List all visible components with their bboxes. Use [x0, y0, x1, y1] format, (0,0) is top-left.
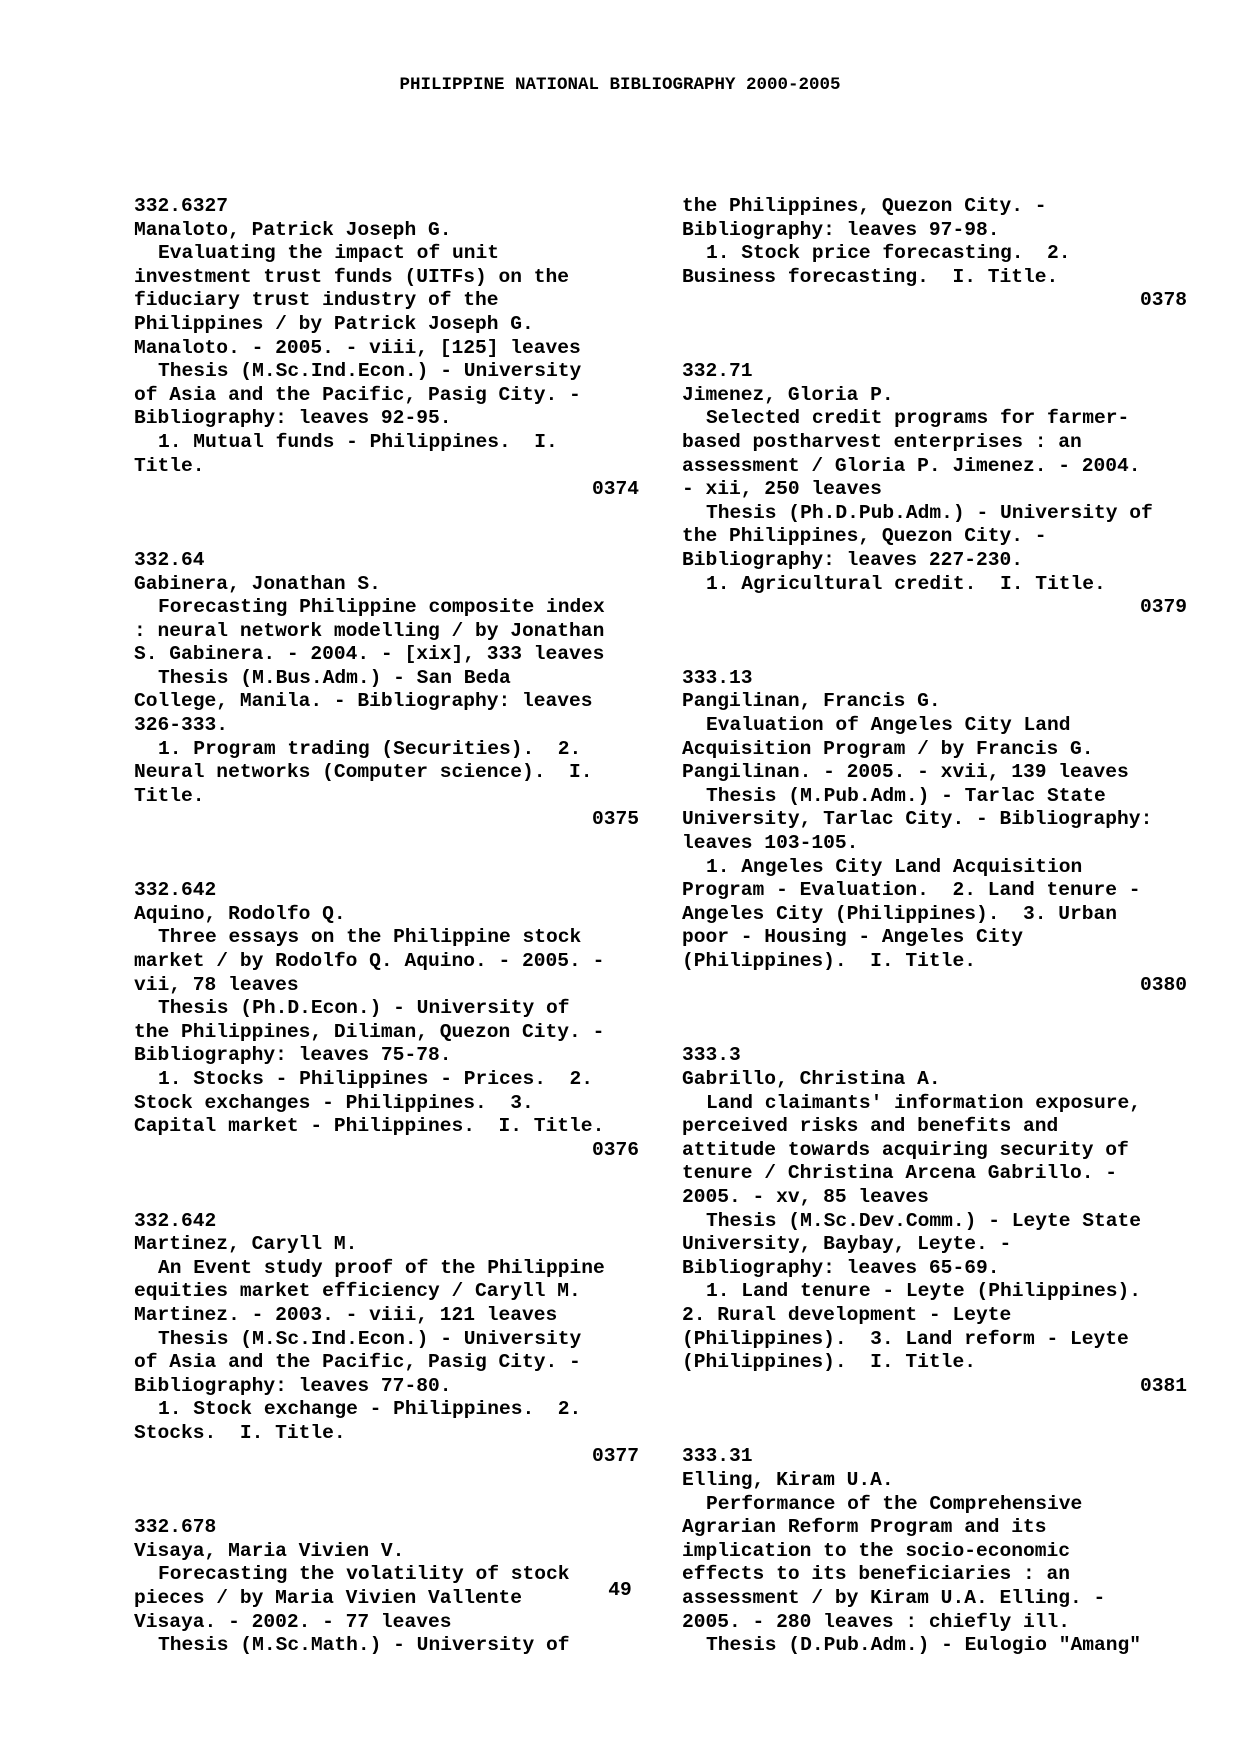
entry-text-line: Visaya. - 2002. - 77 leaves — [134, 1610, 452, 1633]
bibliography-entry — [134, 195, 639, 502]
entry-text-line: Thesis (M.Bus.Adm.) - San Beda — [158, 666, 511, 689]
entry-text-line: S. Gabinera. - 2004. - [xix], 333 leaves — [134, 643, 605, 666]
entry-number: 0375 — [591, 808, 639, 831]
bibliography-entry — [682, 1044, 1187, 1398]
entry-text-line: 1. Mutual funds - Philippines. I. — [158, 430, 558, 453]
entry-text-line: 2. Rural development - Leyte — [682, 1303, 1012, 1326]
entry-separator — [134, 1469, 639, 1516]
entry-text-line: (Philippines). I. Title. — [682, 1351, 976, 1374]
entry-text-line: 1. Stock price forecasting. 2. — [706, 242, 1071, 265]
entry-text-line: 1. Angeles City Land Acquisition — [706, 855, 1083, 878]
entry-text-line: the Philippines, Diliman, Quezon City. - — [134, 1020, 605, 1043]
bibliography-entry — [134, 1210, 639, 1470]
entry-text-line: Neural networks (Computer science). I. — [134, 761, 593, 784]
entry-text-line: Business forecasting. I. Title. — [682, 265, 1059, 288]
entry-text-line: Elling, Kiram U.A. — [682, 1469, 894, 1492]
entry-text-line: Manaloto, Patrick Joseph G. — [134, 218, 452, 241]
entry-text-line: - xii, 250 leaves — [682, 478, 882, 501]
entry-text-line: Acquisition Program / by Francis G. — [682, 737, 1094, 760]
entry-separator — [682, 997, 1187, 1044]
entry-text-line: Bibliography: leaves 65-69. — [682, 1256, 1000, 1279]
entry-separator — [682, 313, 1187, 360]
entry-text-line: Bibliography: leaves 77-80. — [134, 1374, 452, 1397]
bibliography-entry — [682, 667, 1187, 997]
entry-text-line: Thesis (M.Sc.Ind.Econ.) - University — [158, 1327, 582, 1350]
entry-text-line: Evaluation of Angeles City Land — [706, 714, 1071, 737]
entry-text-line: the Philippines, Quezon City. - — [682, 195, 1047, 217]
entry-separator — [134, 832, 639, 879]
entry-separator — [682, 1398, 1187, 1445]
call-number: 332.64 — [134, 548, 205, 571]
entry-text-line: poor - Housing - Angeles City — [682, 926, 1023, 949]
entry-text-line: Performance of the Comprehensive — [706, 1492, 1083, 1515]
entry-text-line: Gabrillo, Christina A. — [682, 1067, 941, 1090]
entry-text-line: Forecasting Philippine composite index — [158, 596, 605, 619]
entry-text-line: assessment / by Kiram U.A. Elling. - — [682, 1587, 1106, 1610]
bibliography-entry — [134, 879, 639, 1162]
entry-text-line: Bibliography: leaves 92-95. — [134, 407, 452, 430]
entry-number: 0376 — [591, 1138, 639, 1161]
entry-text-line: vii, 78 leaves — [134, 973, 299, 996]
entry-text-line: Bibliography: leaves 227-230. — [682, 548, 1023, 571]
entry-text-line: (Philippines). 3. Land reform - Leyte — [682, 1327, 1129, 1350]
entry-text-line: Martinez, Caryll M. — [134, 1233, 358, 1256]
entry-text-line: Land claimants' information exposure, — [706, 1091, 1142, 1114]
entry-text-line: An Event study proof of the Philippine — [158, 1256, 605, 1279]
entry-text-line: Thesis (M.Pub.Adm.) - Tarlac State — [706, 784, 1106, 807]
entry-text-line: Stocks. I. Title. — [134, 1421, 346, 1444]
entry-text-line: Martinez. - 2003. - viii, 121 leaves — [134, 1303, 558, 1326]
right-column — [682, 195, 1187, 1658]
entry-separator — [682, 620, 1187, 667]
entry-text-line: (Philippines). I. Title. — [682, 950, 976, 972]
entry-number: 0381 — [1139, 1374, 1187, 1397]
call-number: 333.3 — [682, 1044, 741, 1067]
entry-text-line: Philippines / by Patrick Joseph G. — [134, 312, 534, 335]
entry-text-line: implication to the socio-economic — [682, 1539, 1071, 1562]
entry-text-line: Capital market - Philippines. I. Title. — [134, 1115, 605, 1138]
bibliography-entry — [682, 195, 1187, 313]
entry-text-line: the Philippines, Quezon City. - — [682, 525, 1047, 548]
entry-text-line: University, Tarlac City. - Bibliography: — [682, 808, 1153, 831]
entry-text-line: Title. — [134, 784, 205, 807]
entry-separator — [134, 1162, 639, 1209]
call-number: 333.31 — [682, 1445, 753, 1468]
entry-text-line: Pangilinan. - 2005. - xvii, 139 leaves — [682, 761, 1129, 784]
entry-text-line: Jimenez, Gloria P. — [682, 383, 894, 406]
entry-text-line: Thesis (Ph.D.Econ.) - University of — [158, 997, 570, 1020]
entry-text-line: Thesis (D.Pub.Adm.) - Eulogio "Amang" — [706, 1634, 1142, 1657]
entry-text-line: effects to its beneficiaries : an — [682, 1563, 1071, 1586]
entry-number: 0377 — [591, 1445, 639, 1468]
entry-text-line: Manaloto. - 2005. - viii, [125] leaves — [134, 336, 581, 359]
entry-text-line: Visaya, Maria Vivien V. — [134, 1539, 405, 1562]
entry-separator — [134, 502, 639, 549]
entry-text-line: Thesis (M.Sc.Ind.Econ.) - University — [158, 360, 582, 383]
entry-text-line: assessment / Gloria P. Jimenez. - 2004. — [682, 454, 1141, 477]
entry-text-line: Bibliography: leaves 75-78. — [134, 1044, 452, 1067]
entry-text-line: 1. Stocks - Philippines - Prices. 2. — [158, 1067, 594, 1090]
entry-text-line: University, Baybay, Leyte. - — [682, 1233, 1012, 1256]
entry-text-line: Aquino, Rodolfo Q. — [134, 902, 346, 925]
entry-text-line: Title. — [134, 454, 205, 477]
entry-text-line: attitude towards acquiring security of — [682, 1138, 1129, 1161]
entry-text-line: 1. Program trading (Securities). 2. — [158, 737, 582, 760]
entry-text-line: 1. Land tenure - Leyte (Philippines). — [706, 1280, 1142, 1303]
call-number: 332.71 — [682, 360, 753, 383]
entry-text-line: market / by Rodolfo Q. Aquino. - 2005. - — [134, 950, 605, 972]
entry-text-line: 1. Stock exchange - Philippines. 2. — [158, 1398, 582, 1421]
call-number: 332.678 — [134, 1516, 217, 1539]
running-head: PHILIPPINE NATIONAL BIBLIOGRAPHY 2000-2005 — [399, 75, 841, 95]
entry-text-line: : neural network modelling / by Jonathan — [134, 619, 605, 642]
entry-text-line: 2005. - 280 leaves : chiefly ill. — [682, 1610, 1071, 1633]
entry-text-line: investment trust funds (UITFs) on the — [134, 265, 570, 288]
entry-text-line: Evaluating the impact of unit — [158, 242, 499, 265]
entry-text-line: Pangilinan, Francis G. — [682, 690, 941, 713]
entry-number: 0378 — [1139, 289, 1187, 312]
entry-text-line: Thesis (M.Sc.Dev.Comm.) - Leyte State — [706, 1209, 1142, 1232]
entry-text-line: Three essays on the Philippine stock — [158, 926, 582, 949]
entry-text-line: Stock exchanges - Philippines. 3. — [134, 1091, 534, 1114]
entry-text-line: tenure / Christina Arcena Gabrillo. - — [682, 1162, 1118, 1185]
entry-text-line: Thesis (Ph.D.Pub.Adm.) - University of — [706, 501, 1153, 524]
entry-text-line: based postharvest enterprises : an — [682, 430, 1082, 453]
call-number: 332.6327 — [134, 195, 229, 217]
call-number: 332.642 — [134, 879, 217, 902]
entry-text-line: Agrarian Reform Program and its — [682, 1516, 1047, 1539]
entry-text-line: equities market efficiency / Caryll M. — [134, 1280, 581, 1303]
entry-text-line: 326-333. — [134, 714, 229, 737]
entry-text-line: pieces / by Maria Vivien Vallente — [134, 1587, 523, 1610]
entry-number: 0379 — [1139, 596, 1187, 619]
entry-text-line: Thesis (M.Sc.Math.) - University of — [158, 1634, 570, 1657]
entry-text-line: perceived risks and benefits and — [682, 1115, 1059, 1138]
entry-number: 0374 — [591, 478, 639, 501]
call-number: 333.13 — [682, 666, 753, 689]
entry-text-line: Angeles City (Philippines). 3. Urban — [682, 902, 1118, 925]
entry-text-line: Forecasting the volatility of stock — [158, 1563, 570, 1586]
entry-text-line: of Asia and the Pacific, Pasig City. - — [134, 383, 581, 406]
entry-text-line: fiduciary trust industry of the — [134, 289, 499, 312]
call-number: 332.642 — [134, 1209, 217, 1232]
bibliography-entry — [682, 1445, 1187, 1657]
bibliography-entry — [134, 549, 639, 832]
entry-text-line: 1. Agricultural credit. I. Title. — [706, 572, 1106, 595]
entry-number: 0380 — [1139, 973, 1187, 996]
entry-text-line: of Asia and the Pacific, Pasig City. - — [134, 1351, 581, 1374]
entry-text-line: 2005. - xv, 85 leaves — [682, 1185, 929, 1208]
entry-text-line: Bibliography: leaves 97-98. — [682, 218, 1000, 241]
entry-text-line: leaves 103-105. — [682, 832, 859, 855]
entry-text-line: Selected credit programs for farmer- — [706, 407, 1130, 430]
entry-text-line: Program - Evaluation. 2. Land tenure - — [682, 879, 1141, 902]
entry-text-line: Gabinera, Jonathan S. — [134, 572, 381, 595]
page-number: 49 — [608, 1579, 632, 1601]
bibliography-entry — [682, 360, 1187, 620]
entry-text-line: College, Manila. - Bibliography: leaves — [134, 690, 593, 713]
left-column — [134, 195, 639, 1658]
